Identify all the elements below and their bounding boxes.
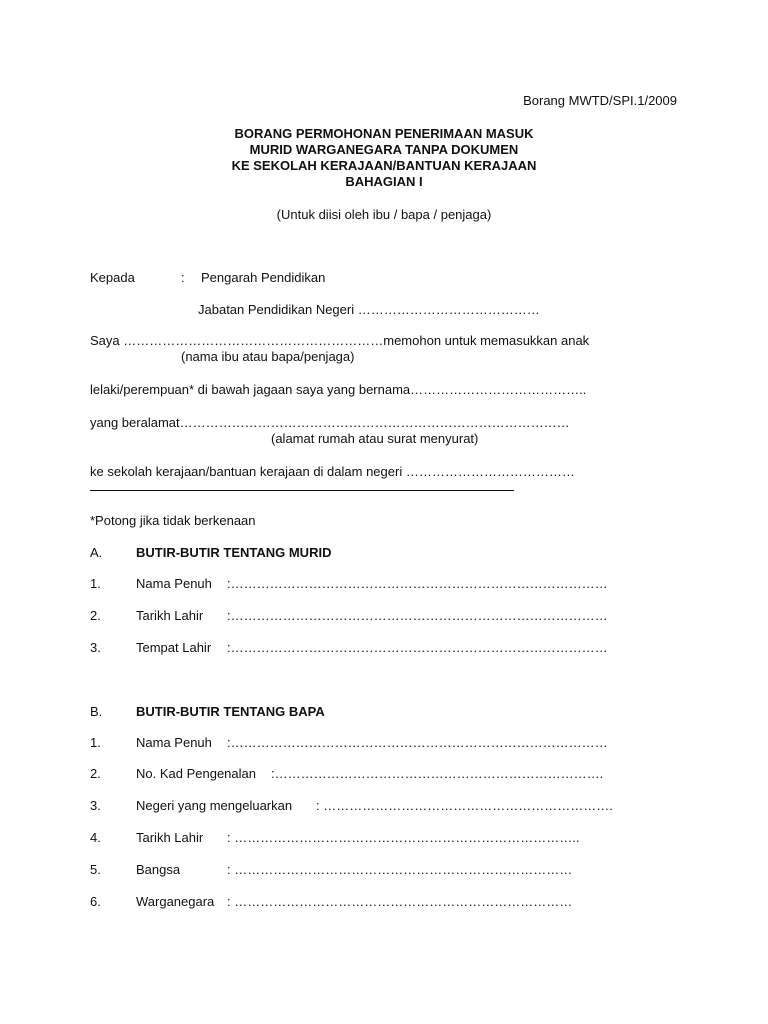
a-item-1-label: Nama Penuh (136, 576, 212, 591)
b-item-5-label: Bangsa (136, 862, 181, 877)
lelaki-line: lelaki/perempuan* di bawah jagaan saya yang bernama………………………………….. (90, 382, 587, 397)
b-item-5-dots: : …………………………………………………………………… (227, 862, 573, 877)
form-title (0, 126, 768, 190)
section-b-heading: BUTIR-BUTIR TENTANG BAPA (136, 704, 325, 719)
a-item-2-dots: :…………………………………………………………………………… (227, 608, 608, 623)
a-item-2-num: 2. (90, 608, 101, 623)
saya-note: (nama ibu atau bapa/penjaga) (181, 349, 355, 364)
title-line-1: BORANG PERMOHONAN PENERIMAAN MASUK (234, 126, 534, 141)
a-item-3-num: 3. (90, 640, 101, 655)
b-item-1-label: Nama Penuh (136, 735, 212, 750)
b-item-6-num: 6. (90, 894, 101, 909)
title-line-3: KE SEKOLAH KERAJAAN/BANTUAN KERAJAAN (231, 158, 537, 173)
form-subtitle: (Untuk diisi oleh ibu / bapa / penjaga) (276, 207, 492, 222)
a-item-1-num: 1. (90, 576, 101, 591)
section-a-letter: A. (90, 545, 103, 560)
kepada-value: Pengarah Pendidikan (201, 270, 326, 285)
title-line-2: MURID WARGANEGARA TANPA DOKUMEN (249, 142, 519, 157)
a-item-1-dots: :…………………………………………………………………………… (227, 576, 608, 591)
sekolah-line: ke sekolah kerajaan/bantuan kerajaan di dalam negeri ………………………………… (90, 464, 575, 479)
b-item-6-dots: : …………………………………………………………………… (227, 894, 573, 909)
section-b-letter: B. (90, 704, 103, 719)
b-item-3-dots: : …………………………………………………………. (316, 798, 613, 813)
kepada-colon: : (181, 270, 185, 285)
divider-line (90, 490, 514, 491)
b-item-2-num: 2. (90, 766, 101, 781)
b-item-3-num: 3. (90, 798, 101, 813)
b-item-1-num: 1. (90, 735, 101, 750)
a-item-2-label: Tarikh Lahir (136, 608, 204, 623)
potong-note: *Potong jika tidak berkenaan (90, 513, 256, 528)
alamat-line: yang beralamat……………………………………………………………………………… (90, 415, 570, 430)
b-item-5-num: 5. (90, 862, 101, 877)
alamat-note: (alamat rumah atau surat menyurat) (271, 431, 479, 446)
b-item-2-label: No. Kad Pengenalan (136, 766, 256, 781)
b-item-2-dots: :…………………………………………………………………. (271, 766, 604, 781)
b-item-4-num: 4. (90, 830, 101, 845)
b-item-4-label: Tarikh Lahir (136, 830, 204, 845)
a-item-3-label: Tempat Lahir (136, 640, 212, 655)
section-a-heading: BUTIR-BUTIR TENTANG MURID (136, 545, 332, 560)
saya-line: Saya ……………………………………………………memohon untuk memasukkan anak (90, 333, 590, 348)
form-code: Borang MWTD/SPI.1/2009 (523, 93, 677, 108)
a-item-3-dots: :…………………………………………………………………………… (227, 640, 608, 655)
kepada-label: Kepada (90, 270, 135, 285)
jabatan-line: Jabatan Pendidikan Negeri …………………………………… (198, 302, 540, 317)
b-item-4-dots: : …………………………………………………………………….. (227, 830, 580, 845)
b-item-1-dots: :…………………………………………………………………………… (227, 735, 608, 750)
b-item-6-label: Warganegara (136, 894, 215, 909)
title-line-4: BAHAGIAN I (345, 174, 423, 189)
b-item-3-label: Negeri yang mengeluarkan (136, 798, 293, 813)
